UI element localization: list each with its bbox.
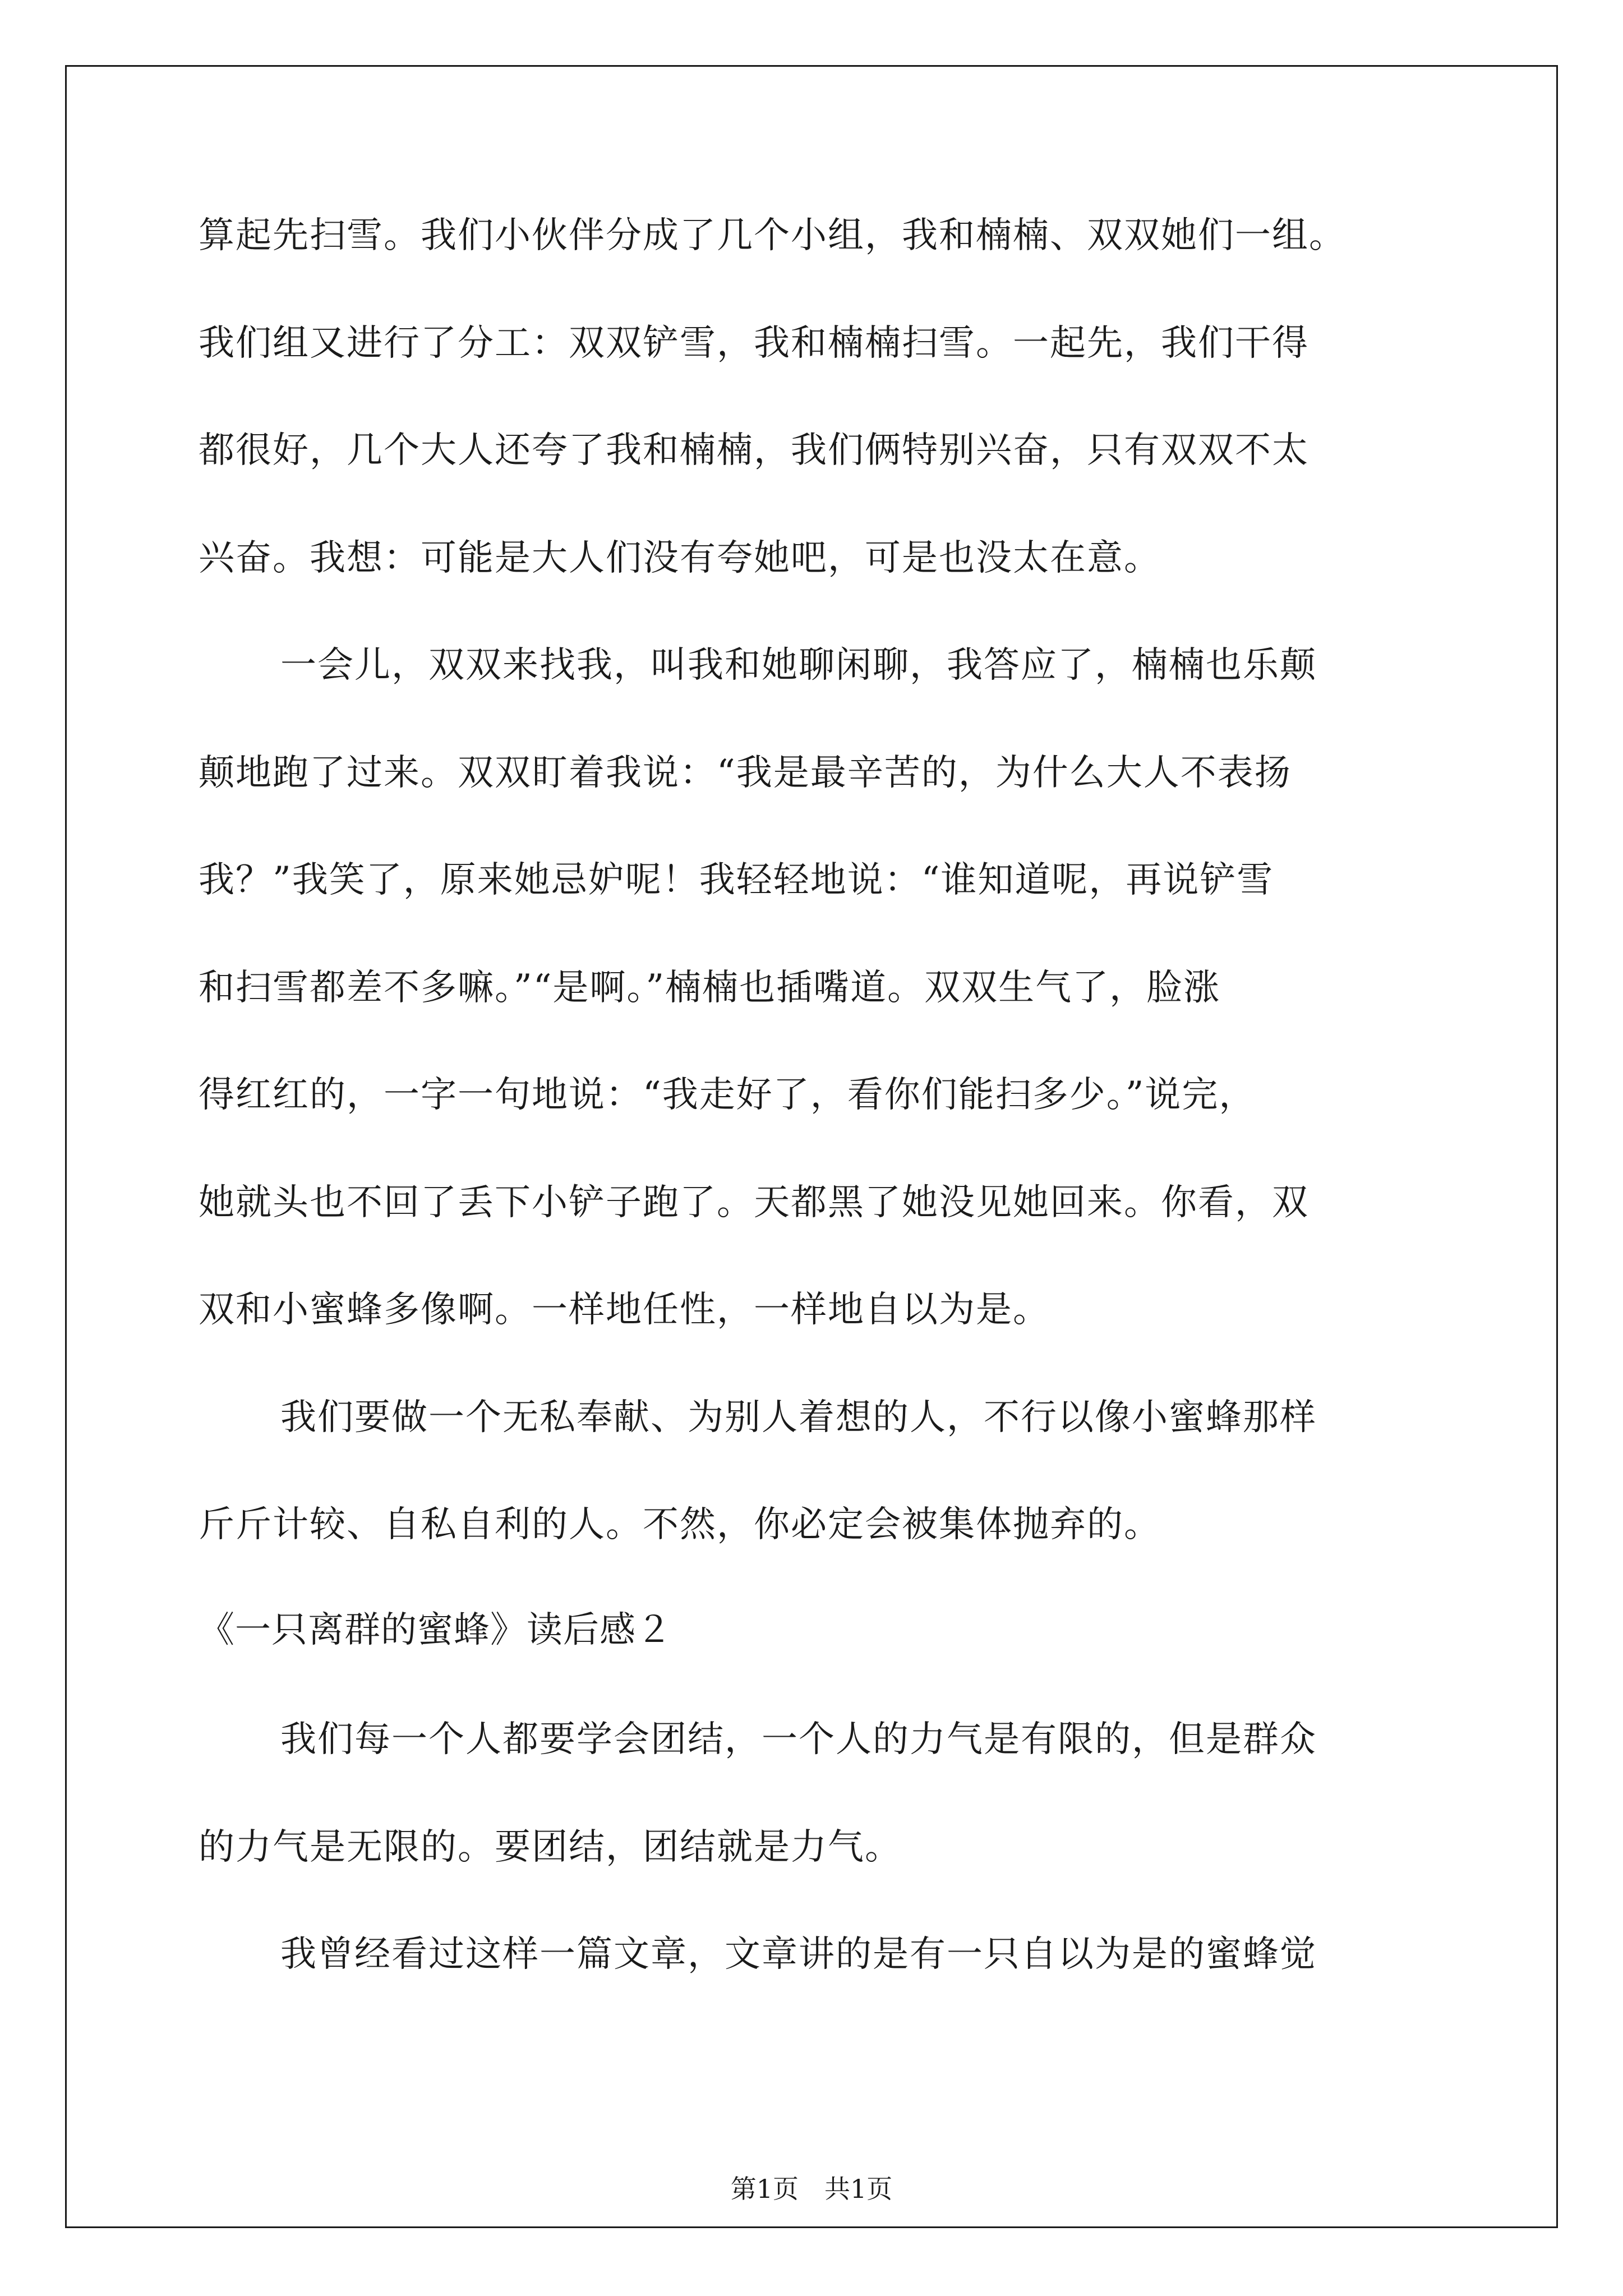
section-heading: 《一只离群的蜜蜂》读后感２ — [199, 1609, 672, 1651]
body-line: 和扫雪都差不多嘛。”“是啊。”楠楠也插嘴道。双双生气了，脸涨 — [199, 967, 1221, 1009]
body-line: 我们组又进行了分工：双双铲雪，我和楠楠扫雪。一起先，我们干得 — [199, 323, 1309, 364]
body-line: 兴奋。我想：可能是大人们没有夸她吧，可是也没太在意。 — [199, 537, 1161, 579]
body-line: 得红红的，一字一句地说：“我走好了，看你们能扫多少。”说完， — [199, 1074, 1256, 1116]
body-line: 我们要做一个无私奉献、为别人着想的人，不行以像小蜜蜂那样 — [280, 1397, 1317, 1438]
body-line: 的力气是无限的。要团结，团结就是力气。 — [199, 1826, 902, 1868]
body-line: 我曾经看过这样一篇文章，文章讲的是有一只自以为是的蜜蜂觉 — [280, 1934, 1317, 1975]
body-line: 她就头也不回了丢下小铲子跑了。天都黑了她没见她回来。你看，双 — [199, 1182, 1309, 1223]
body-line: 都很好，几个大人还夸了我和楠楠，我们俩特别兴奋，只有双双不太 — [199, 430, 1309, 471]
page-border — [65, 65, 1558, 2228]
body-line: 我？”我笑了，原来她忌妒呢！我轻轻地说：“谁知道呢，再说铲雪 — [199, 859, 1274, 901]
body-line: 我们每一个人都要学会团结，一个人的力气是有限的，但是群众 — [280, 1719, 1317, 1760]
page-footer: 第1页 共1页 — [730, 2174, 893, 2204]
body-line: 一会儿，双双来找我，叫我和她聊闲聊，我答应了，楠楠也乐颠 — [280, 645, 1317, 686]
body-line: 斤斤计较、自私自利的人。不然，你必定会被集体抛弃的。 — [199, 1504, 1161, 1545]
body-line: 双和小蜜蜂多像啊。一样地任性，一样地自以为是。 — [199, 1289, 1050, 1331]
body-line: 算起先扫雪。我们小伙伴分成了几个小组，我和楠楠、双双她们一组。 — [199, 215, 1346, 256]
body-line: 颠地跑了过来。双双盯着我说：“我是最辛苦的，为什么大人不表扬 — [199, 752, 1292, 794]
